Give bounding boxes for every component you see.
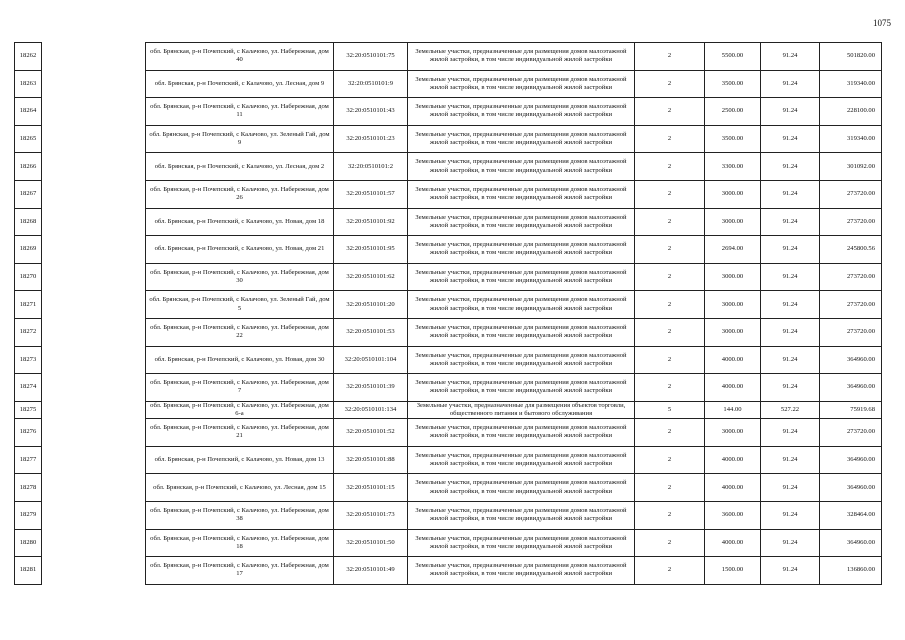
table-row	[15, 263, 882, 291]
cell-cadastral-number: 32:20:0510101:43	[334, 98, 408, 126]
cell-spacer	[42, 180, 146, 208]
cell-land-purpose: Земельные участки, предназначенные для размещения домов малоэтажной жилой застройки, в том числе индивидуальной жилой застройки	[408, 70, 635, 98]
cell-address: обл. Брянская, р-н Почепский, с Калачово, ул. Набережная, дом 40	[146, 43, 334, 71]
cell-land-purpose: Земельные участки, предназначенные для размещения домов малоэтажной жилой застройки, в том числе индивидуальной жилой застройки	[408, 291, 635, 319]
cell-address: обл. Брянская, р-н Почепский, с Калачово, ул. Новая, дом 30	[146, 346, 334, 374]
cell-specific-value: 91.24	[761, 501, 820, 529]
cell-cadastral-number: 32:20:0510101:23	[334, 125, 408, 153]
cell-address: обл. Брянская, р-н Почепский, с Калачово, ул. Зеленый Гай, дом 5	[146, 291, 334, 319]
cell-spacer	[42, 419, 146, 447]
cell-spacer	[42, 446, 146, 474]
table-row	[15, 346, 882, 374]
cell-record-id: 18280	[15, 529, 42, 557]
cell-cadastral-value: 273720.00	[820, 291, 882, 319]
cell-area: 4000.00	[705, 446, 761, 474]
cell-spacer	[42, 501, 146, 529]
cell-cadastral-value: 228100.00	[820, 98, 882, 126]
cell-group: 2	[635, 180, 705, 208]
cell-cadastral-number: 32:20:0510101:104	[334, 346, 408, 374]
cell-specific-value: 91.24	[761, 70, 820, 98]
cell-group: 2	[635, 374, 705, 402]
cell-cadastral-value: 319340.00	[820, 70, 882, 98]
cell-group: 2	[635, 529, 705, 557]
cell-specific-value: 91.24	[761, 529, 820, 557]
cell-cadastral-value: 319340.00	[820, 125, 882, 153]
cell-land-purpose: Земельные участки, предназначенные для размещения домов малоэтажной жилой застройки, в том числе индивидуальной жилой застройки	[408, 529, 635, 557]
cell-cadastral-number: 32:20:0510101:62	[334, 263, 408, 291]
cell-specific-value: 91.24	[761, 236, 820, 264]
cell-record-id: 18264	[15, 98, 42, 126]
cell-address: обл. Брянская, р-н Почепский, с Калачово, ул. Новая, дом 21	[146, 236, 334, 264]
cell-area: 2694.00	[705, 236, 761, 264]
cell-record-id: 18276	[15, 419, 42, 447]
cell-address: обл. Брянская, р-н Почепский, с Калачово, ул. Новая, дом 13	[146, 446, 334, 474]
cell-area: 3600.00	[705, 501, 761, 529]
cell-land-purpose: Земельные участки, предназначенные для размещения домов малоэтажной жилой застройки, в том числе индивидуальной жилой застройки	[408, 153, 635, 181]
table-row	[15, 125, 882, 153]
cell-group: 2	[635, 474, 705, 502]
cell-area: 3000.00	[705, 318, 761, 346]
cell-cadastral-number: 32:20:0510101:52	[334, 419, 408, 447]
cell-land-purpose: Земельные участки, предназначенные для размещения домов малоэтажной жилой застройки, в том числе индивидуальной жилой застройки	[408, 98, 635, 126]
cell-cadastral-number: 32:20:0510101:49	[334, 557, 408, 585]
cell-specific-value: 91.24	[761, 153, 820, 181]
cell-cadastral-value: 273720.00	[820, 180, 882, 208]
cell-record-id: 18275	[15, 401, 42, 418]
cell-cadastral-number: 32:20:0510101:39	[334, 374, 408, 402]
cell-specific-value: 91.24	[761, 291, 820, 319]
cell-cadastral-value: 364960.00	[820, 529, 882, 557]
cell-record-id: 18274	[15, 374, 42, 402]
cell-area: 3000.00	[705, 180, 761, 208]
cell-record-id: 18273	[15, 346, 42, 374]
cell-area: 3000.00	[705, 291, 761, 319]
cell-cadastral-number: 32:20:0510101:73	[334, 501, 408, 529]
cell-record-id: 18281	[15, 557, 42, 585]
table-row	[15, 70, 882, 98]
cell-area: 3000.00	[705, 419, 761, 447]
cell-specific-value: 91.24	[761, 419, 820, 447]
cell-land-purpose: Земельные участки, предназначенные для размещения домов малоэтажной жилой застройки, в том числе индивидуальной жилой застройки	[408, 180, 635, 208]
cell-group: 2	[635, 43, 705, 71]
cell-spacer	[42, 43, 146, 71]
cell-specific-value: 91.24	[761, 446, 820, 474]
table-row	[15, 98, 882, 126]
cell-specific-value: 91.24	[761, 557, 820, 585]
cell-record-id: 18279	[15, 501, 42, 529]
cell-spacer	[42, 557, 146, 585]
cell-address: обл. Брянская, р-н Почепский, с Калачово, ул. Лесная, дом 15	[146, 474, 334, 502]
cell-cadastral-value: 364960.00	[820, 346, 882, 374]
cell-cadastral-value: 273720.00	[820, 318, 882, 346]
cell-spacer	[42, 153, 146, 181]
cell-record-id: 18267	[15, 180, 42, 208]
cell-area: 4000.00	[705, 346, 761, 374]
table-row	[15, 557, 882, 585]
cell-address: обл. Брянская, р-н Почепский, с Калачово, ул. Набережная, дом 17	[146, 557, 334, 585]
cell-cadastral-number: 32:20:0510101:88	[334, 446, 408, 474]
cell-area: 4000.00	[705, 474, 761, 502]
cell-address: обл. Брянская, р-н Почепский, с Калачово, ул. Набережная, дом 21	[146, 419, 334, 447]
cell-spacer	[42, 208, 146, 236]
table-row	[15, 474, 882, 502]
cell-address: обл. Брянская, р-н Почепский, с Калачово, ул. Набережная, дом 18	[146, 529, 334, 557]
cell-area: 4000.00	[705, 374, 761, 402]
cell-area: 5500.00	[705, 43, 761, 71]
cell-specific-value: 91.24	[761, 43, 820, 71]
cell-cadastral-number: 32:20:0510101:53	[334, 318, 408, 346]
cell-address: обл. Брянская, р-н Почепский, с Калачово, ул. Набережная, дом 11	[146, 98, 334, 126]
cell-address: обл. Брянская, р-н Почепский, с Калачово, ул. Лесная, дом 9	[146, 70, 334, 98]
cell-cadastral-number: 32:20:0510101:50	[334, 529, 408, 557]
cell-group: 5	[635, 401, 705, 418]
cell-specific-value: 91.24	[761, 374, 820, 402]
cell-cadastral-value: 273720.00	[820, 419, 882, 447]
table-row	[15, 180, 882, 208]
cell-group: 2	[635, 501, 705, 529]
cell-land-purpose: Земельные участки, предназначенные для размещения домов малоэтажной жилой застройки, в том числе индивидуальной жилой застройки	[408, 419, 635, 447]
cell-specific-value: 91.24	[761, 346, 820, 374]
cell-record-id: 18266	[15, 153, 42, 181]
cell-record-id: 18263	[15, 70, 42, 98]
cell-spacer	[42, 263, 146, 291]
cell-cadastral-value: 301092.00	[820, 153, 882, 181]
cell-area: 3000.00	[705, 263, 761, 291]
cell-record-id: 18268	[15, 208, 42, 236]
cell-area: 4000.00	[705, 529, 761, 557]
cell-specific-value: 91.24	[761, 98, 820, 126]
table-row	[15, 374, 882, 402]
cell-land-purpose: Земельные участки, предназначенные для размещения домов малоэтажной жилой застройки, в том числе индивидуальной жилой застройки	[408, 346, 635, 374]
cell-land-purpose: Земельные участки, предназначенные для размещения домов малоэтажной жилой застройки, в том числе индивидуальной жилой застройки	[408, 374, 635, 402]
cell-cadastral-number: 32:20:0510101:75	[334, 43, 408, 71]
cell-spacer	[42, 236, 146, 264]
cell-address: обл. Брянская, р-н Почепский, с Калачово, ул. Набережная, дом 26	[146, 180, 334, 208]
table-row	[15, 419, 882, 447]
cell-cadastral-value: 273720.00	[820, 263, 882, 291]
cell-cadastral-value: 364960.00	[820, 474, 882, 502]
table-row	[15, 208, 882, 236]
cell-record-id: 18278	[15, 474, 42, 502]
cell-cadastral-value: 273720.00	[820, 208, 882, 236]
cell-spacer	[42, 291, 146, 319]
cell-land-purpose: Земельные участки, предназначенные для размещения домов малоэтажной жилой застройки, в том числе индивидуальной жилой застройки	[408, 125, 635, 153]
cell-area: 3000.00	[705, 208, 761, 236]
cell-cadastral-value: 75919.68	[820, 401, 882, 418]
cell-spacer	[42, 346, 146, 374]
cell-record-id: 18270	[15, 263, 42, 291]
cell-group: 2	[635, 236, 705, 264]
cell-address: обл. Брянская, р-н Почепский, с Калачово, ул. Набережная, дом 6-а	[146, 401, 334, 418]
cell-group: 2	[635, 98, 705, 126]
cell-land-purpose: Земельные участки, предназначенные для размещения домов малоэтажной жилой застройки, в том числе индивидуальной жилой застройки	[408, 208, 635, 236]
cell-group: 2	[635, 153, 705, 181]
cell-address: обл. Брянская, р-н Почепский, с Калачово, ул. Набережная, дом 38	[146, 501, 334, 529]
cell-record-id: 18272	[15, 318, 42, 346]
cell-record-id: 18271	[15, 291, 42, 319]
cell-specific-value: 91.24	[761, 474, 820, 502]
cell-group: 2	[635, 70, 705, 98]
land-cadastral-value-table	[14, 42, 882, 585]
cell-address: обл. Брянская, р-н Почепский, с Калачово, ул. Набережная, дом 7	[146, 374, 334, 402]
cell-spacer	[42, 70, 146, 98]
table-row	[15, 401, 882, 418]
page-number: 1075	[873, 18, 891, 28]
cell-address: обл. Брянская, р-н Почепский, с Калачово, ул. Зеленый Гай, дом 9	[146, 125, 334, 153]
cell-area: 3300.00	[705, 153, 761, 181]
cell-record-id: 18265	[15, 125, 42, 153]
cell-spacer	[42, 125, 146, 153]
cell-cadastral-number: 32:20:0510101:57	[334, 180, 408, 208]
cell-address: обл. Брянская, р-н Почепский, с Калачово, ул. Лесная, дом 2	[146, 153, 334, 181]
cell-address: обл. Брянская, р-н Почепский, с Калачово, ул. Набережная, дом 30	[146, 263, 334, 291]
cell-group: 2	[635, 125, 705, 153]
cell-cadastral-value: 501820.00	[820, 43, 882, 71]
cell-land-purpose: Земельные участки, предназначенные для размещения домов малоэтажной жилой застройки, в том числе индивидуальной жилой застройки	[408, 446, 635, 474]
cell-cadastral-number: 32:20:0510101:134	[334, 401, 408, 418]
table-row	[15, 501, 882, 529]
cell-area: 3500.00	[705, 125, 761, 153]
cell-specific-value: 91.24	[761, 125, 820, 153]
table-row	[15, 291, 882, 319]
table-row	[15, 318, 882, 346]
cell-cadastral-number: 32:20:0510101:2	[334, 153, 408, 181]
cell-group: 2	[635, 446, 705, 474]
cell-cadastral-number: 32:20:0510101:15	[334, 474, 408, 502]
cell-land-purpose: Земельные участки, предназначенные для размещения домов малоэтажной жилой застройки, в том числе индивидуальной жилой застройки	[408, 43, 635, 71]
cell-land-purpose: Земельные участки, предназначенные для размещения домов малоэтажной жилой застройки, в том числе индивидуальной жилой застройки	[408, 474, 635, 502]
cell-group: 2	[635, 208, 705, 236]
cell-cadastral-value: 364960.00	[820, 374, 882, 402]
table-row	[15, 153, 882, 181]
cell-cadastral-number: 32:20:0510101:95	[334, 236, 408, 264]
table-row	[15, 529, 882, 557]
cell-group: 2	[635, 346, 705, 374]
cell-spacer	[42, 401, 146, 418]
cell-land-purpose: Земельные участки, предназначенные для размещения домов малоэтажной жилой застройки, в том числе индивидуальной жилой застройки	[408, 318, 635, 346]
cell-spacer	[42, 98, 146, 126]
cell-specific-value: 91.24	[761, 318, 820, 346]
cell-land-purpose: Земельные участки, предназначенные для размещения домов малоэтажной жилой застройки, в том числе индивидуальной жилой застройки	[408, 236, 635, 264]
cell-group: 2	[635, 419, 705, 447]
cell-group: 2	[635, 557, 705, 585]
table-body	[15, 43, 882, 585]
cell-land-purpose: Земельные участки, предназначенные для размещения домов малоэтажной жилой застройки, в том числе индивидуальной жилой застройки	[408, 557, 635, 585]
table-row	[15, 43, 882, 71]
cell-land-purpose: Земельные участки, предназначенные для размещения объектов торговли, общественного питания и бытового обслуживания	[408, 401, 635, 418]
cell-cadastral-number: 32:20:0510101:92	[334, 208, 408, 236]
cell-spacer	[42, 318, 146, 346]
cell-group: 2	[635, 318, 705, 346]
table-row	[15, 236, 882, 264]
cell-cadastral-value: 245800.56	[820, 236, 882, 264]
cell-spacer	[42, 374, 146, 402]
cell-area: 1500.00	[705, 557, 761, 585]
cell-land-purpose: Земельные участки, предназначенные для размещения домов малоэтажной жилой застройки, в том числе индивидуальной жилой застройки	[408, 263, 635, 291]
cell-area: 144.00	[705, 401, 761, 418]
cell-cadastral-number: 32:20:0510101:20	[334, 291, 408, 319]
cell-cadastral-value: 328464.00	[820, 501, 882, 529]
table-row	[15, 446, 882, 474]
cell-area: 3500.00	[705, 70, 761, 98]
cell-specific-value: 91.24	[761, 180, 820, 208]
cell-record-id: 18277	[15, 446, 42, 474]
cell-specific-value: 527.22	[761, 401, 820, 418]
cell-record-id: 18262	[15, 43, 42, 71]
cell-address: обл. Брянская, р-н Почепский, с Калачово, ул. Новая, дом 18	[146, 208, 334, 236]
cell-address: обл. Брянская, р-н Почепский, с Калачово, ул. Набережная, дом 22	[146, 318, 334, 346]
cell-area: 2500.00	[705, 98, 761, 126]
cell-record-id: 18269	[15, 236, 42, 264]
cell-specific-value: 91.24	[761, 208, 820, 236]
cell-group: 2	[635, 263, 705, 291]
cell-cadastral-number: 32:20:0510101:9	[334, 70, 408, 98]
cell-cadastral-value: 364960.00	[820, 446, 882, 474]
cell-spacer	[42, 474, 146, 502]
cell-land-purpose: Земельные участки, предназначенные для размещения домов малоэтажной жилой застройки, в том числе индивидуальной жилой застройки	[408, 501, 635, 529]
cell-group: 2	[635, 291, 705, 319]
cell-spacer	[42, 529, 146, 557]
cell-specific-value: 91.24	[761, 263, 820, 291]
cell-cadastral-value: 136860.00	[820, 557, 882, 585]
